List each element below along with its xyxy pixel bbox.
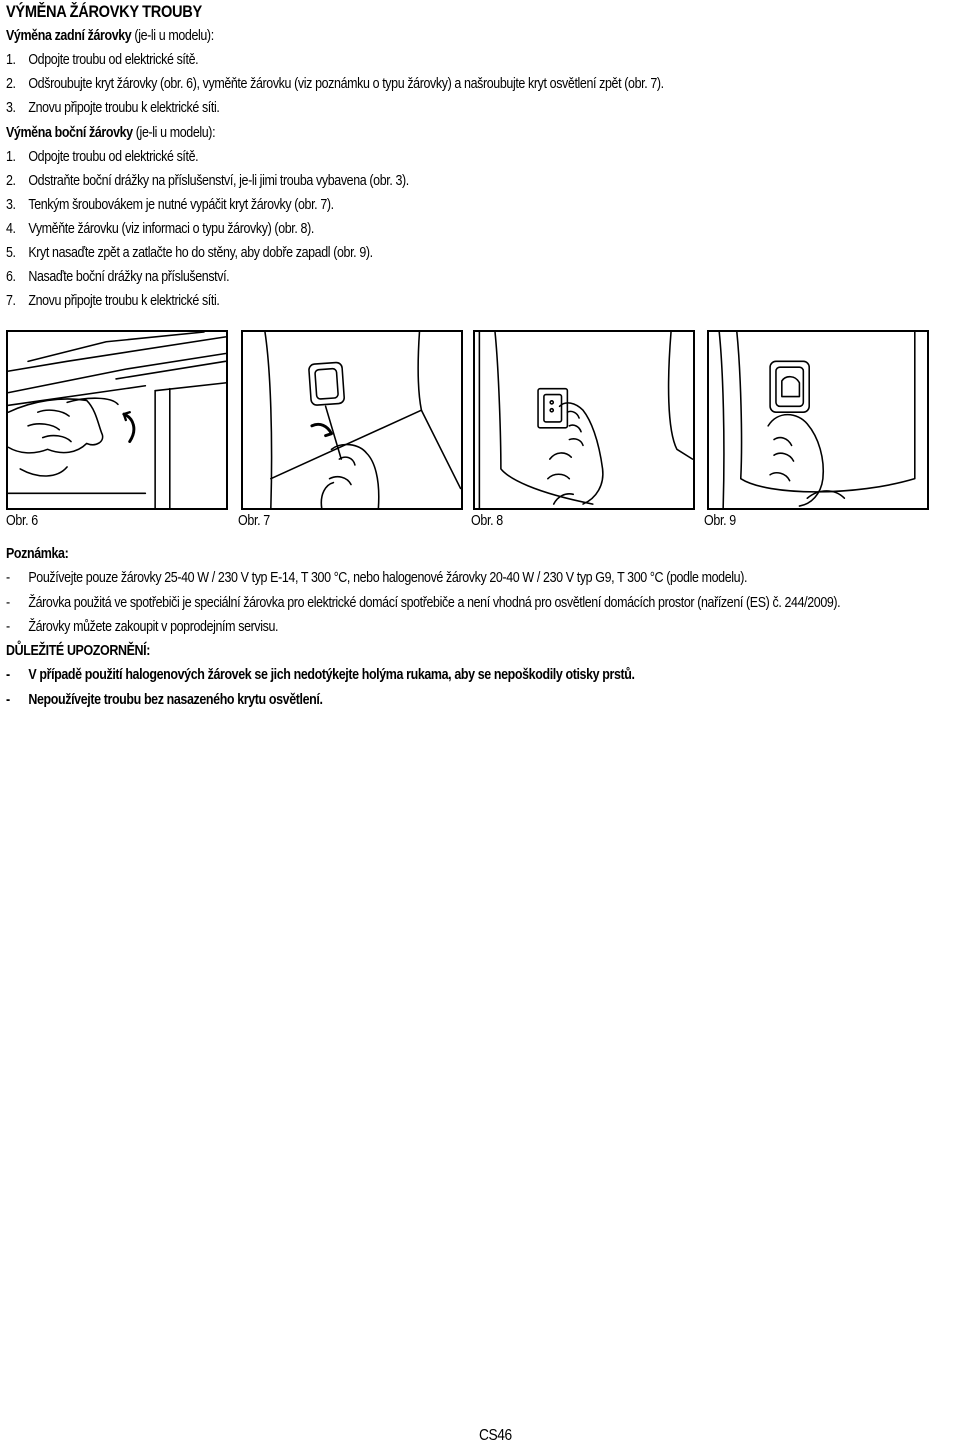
figure-9-caption: Obr. 9 [704,513,736,529]
rear-bulb-heading: Výměna zadní žárovky (je-li u modelu): [6,28,214,44]
page-number: CS46 [479,1427,512,1444]
side-step: 5. Kryt nasaďte zpět a zatlačte ho do stěny, aby dobře zapadl (obr. 9). [6,245,373,261]
side-step: 2. Odstraňte boční drážky na příslušenství, je-li jimi trouba vybavena (obr. 3). [6,173,409,189]
figure-6-illustration [6,330,228,510]
side-step: 4. Vyměňte žárovku (viz informaci o typu žárovky) (obr. 8). [6,221,314,237]
note-item: - Žárovka použitá ve spotřebiči je speciální žárovka pro elektrické domácí spotřebiče a není vhodná pro osvětlení domácích prostor (nařízení (ES) č. 244/2009). [6,595,841,611]
warning-item: - Nepoužívejte troubu bez nasazeného krytu osvětlení. [6,692,323,708]
warning-heading: DŮLEŽITÉ UPOZORNĚNÍ: [6,643,150,659]
figure-6-caption: Obr. 6 [6,513,38,529]
rear-step: 1. Odpojte troubu od elektrické sítě. [6,52,199,68]
note-item: - Žárovky můžete zakoupit v poprodejním servisu. [6,619,279,635]
warning-item: - V případě použití halogenových žárovek se jich nedotýkejte holýma rukama, aby se nepoškodily otisky prstů. [6,667,635,683]
side-step: 1. Odpojte troubu od elektrické sítě. [6,149,199,165]
side-step: 3. Tenkým šroubovákem je nutné vypáčit kryt žárovky (obr. 7). [6,197,334,213]
note-item: - Používejte pouze žárovky 25-40 W / 230 V typ E-14, T 300 °C, nebo halogenové žárovky 20-40 W / 230 V typ G9, T 300 °C (podle modelu). [6,570,748,586]
figure-9-illustration [707,330,929,510]
section-title: VÝMĚNA ŽÁROVKY TROUBY [6,2,202,21]
figure-8-illustration [473,330,695,510]
rear-step: 2. Odšroubujte kryt žárovky (obr. 6), vyměňte žárovku (viz poznámku o typu žárovky) a našroubujte kryt osvětlení zpět (obr. 7). [6,76,664,92]
figure-7-illustration [241,330,463,510]
side-step: 6. Nasaďte boční drážky na příslušenství. [6,269,230,285]
side-step: 7. Znovu připojte troubu k elektrické síti. [6,293,220,309]
figure-8-caption: Obr. 8 [471,513,503,529]
figure-7-caption: Obr. 7 [238,513,270,529]
rear-step: 3. Znovu připojte troubu k elektrické síti. [6,100,220,116]
side-bulb-heading: Výměna boční žárovky (je-li u modelu): [6,125,216,141]
note-heading: Poznámka: [6,546,69,562]
